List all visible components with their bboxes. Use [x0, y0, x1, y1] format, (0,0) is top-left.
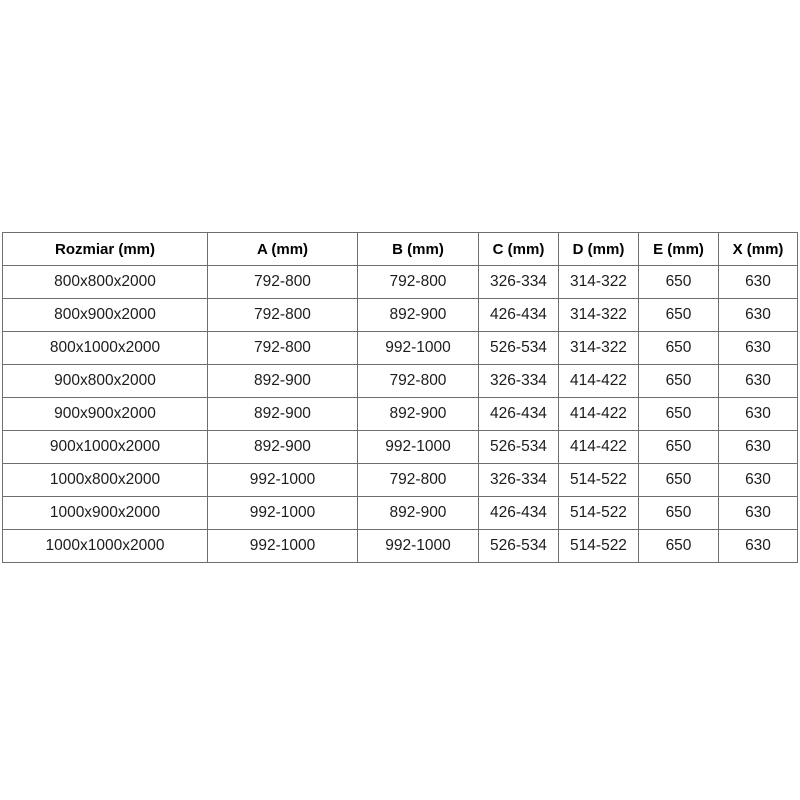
size-cell: 900x800x2000: [3, 365, 208, 398]
dimension-cell: 650: [639, 332, 719, 365]
dimension-cell: 892-900: [208, 398, 358, 431]
dimension-cell: 992-1000: [358, 431, 479, 464]
dimension-cell: 892-900: [208, 431, 358, 464]
table-body: [3, 266, 798, 563]
header-row: [3, 233, 798, 266]
dimension-cell: 314-322: [559, 299, 639, 332]
dimension-cell: 892-900: [358, 398, 479, 431]
column-header: X (mm): [719, 233, 798, 266]
size-cell: 1000x1000x2000: [3, 530, 208, 563]
dimension-cell: 326-334: [479, 464, 559, 497]
table-row: [3, 398, 798, 431]
size-cell: 800x1000x2000: [3, 332, 208, 365]
dimension-cell: 992-1000: [358, 332, 479, 365]
table-row: [3, 332, 798, 365]
dimension-cell: 326-334: [479, 266, 559, 299]
table-row: [3, 530, 798, 563]
table-row: [3, 299, 798, 332]
dimension-cell: 426-434: [479, 398, 559, 431]
dimension-cell: 650: [639, 398, 719, 431]
dimension-cell: 526-534: [479, 332, 559, 365]
size-cell: 800x800x2000: [3, 266, 208, 299]
dimension-cell: 630: [719, 530, 798, 563]
dimension-cell: 630: [719, 332, 798, 365]
column-header: B (mm): [358, 233, 479, 266]
dimension-cell: 426-434: [479, 497, 559, 530]
size-cell: 1000x800x2000: [3, 464, 208, 497]
column-header: A (mm): [208, 233, 358, 266]
table-row: [3, 464, 798, 497]
dimension-cell: 426-434: [479, 299, 559, 332]
dimension-cell: 650: [639, 497, 719, 530]
dimension-cell: 314-322: [559, 332, 639, 365]
size-cell: 1000x900x2000: [3, 497, 208, 530]
dimension-cell: 792-800: [358, 266, 479, 299]
dimension-cell: 792-800: [358, 365, 479, 398]
table-row: [3, 431, 798, 464]
dimension-cell: 992-1000: [208, 464, 358, 497]
dimension-cell: 414-422: [559, 398, 639, 431]
table-head: [3, 233, 798, 266]
table-row: [3, 266, 798, 299]
dimension-cell: 326-334: [479, 365, 559, 398]
dimension-cell: 892-900: [358, 299, 479, 332]
dimension-cell: 650: [639, 431, 719, 464]
dimension-cell: 792-800: [208, 332, 358, 365]
dimension-cell: 526-534: [479, 431, 559, 464]
column-header: D (mm): [559, 233, 639, 266]
column-header: C (mm): [479, 233, 559, 266]
column-header: E (mm): [639, 233, 719, 266]
size-cell: 900x1000x2000: [3, 431, 208, 464]
table-row: [3, 497, 798, 530]
dimension-cell: 992-1000: [358, 530, 479, 563]
dimension-cell: 792-800: [208, 299, 358, 332]
dimension-cell: 314-322: [559, 266, 639, 299]
size-cell: 900x900x2000: [3, 398, 208, 431]
column-header: Rozmiar (mm): [3, 233, 208, 266]
dimension-cell: 526-534: [479, 530, 559, 563]
dimension-cell: 414-422: [559, 431, 639, 464]
dimension-cell: 630: [719, 497, 798, 530]
dimension-cell: 892-900: [358, 497, 479, 530]
dimension-cell: 630: [719, 464, 798, 497]
dimension-cell: 514-522: [559, 464, 639, 497]
dimension-cell: 650: [639, 266, 719, 299]
dimension-cell: 650: [639, 365, 719, 398]
dimension-cell: 630: [719, 398, 798, 431]
dimension-cell: 514-522: [559, 530, 639, 563]
dimension-cell: 992-1000: [208, 497, 358, 530]
dimension-cell: 514-522: [559, 497, 639, 530]
dimension-cell: 414-422: [559, 365, 639, 398]
dimension-cell: 650: [639, 299, 719, 332]
size-cell: 800x900x2000: [3, 299, 208, 332]
dimension-cell: 630: [719, 365, 798, 398]
dimension-cell: 992-1000: [208, 530, 358, 563]
dimension-cell: 792-800: [358, 464, 479, 497]
dimension-cell: 792-800: [208, 266, 358, 299]
dimension-cell: 630: [719, 431, 798, 464]
dimensions-spec-table: [2, 232, 798, 563]
dimension-cell: 630: [719, 266, 798, 299]
dimension-cell: 892-900: [208, 365, 358, 398]
dimension-cell: 650: [639, 464, 719, 497]
dimension-cell: 650: [639, 530, 719, 563]
table-row: [3, 365, 798, 398]
dimension-cell: 630: [719, 299, 798, 332]
